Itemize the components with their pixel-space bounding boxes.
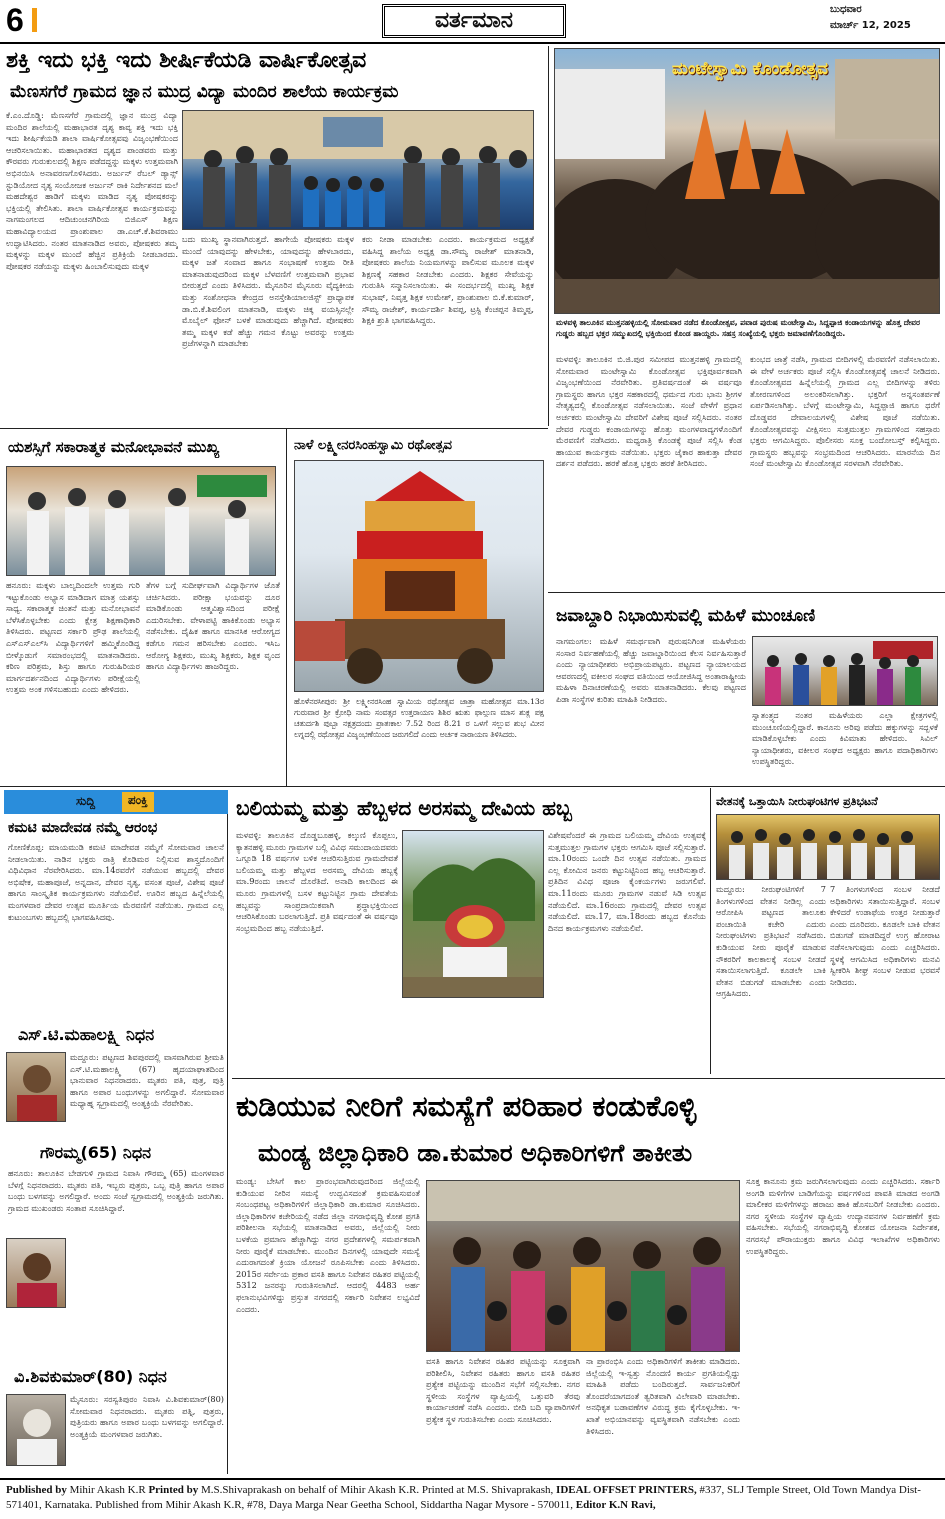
sidebar bbox=[4, 790, 228, 1474]
story6-headline: ಬಲಿಯಮ್ಮ ಮತ್ತು ಹೆಬ್ಬಳದ ಅರಸಮ್ಮ ದೇವಿಯ ಹಬ್ಬ bbox=[236, 796, 572, 820]
story8-subheadline: ಮಂಡ್ಯ ಜಿಲ್ಲಾಧಿಕಾರಿ ಡಾ.ಕುಮಾರ ಅಧಿಕಾರಿಗಳಿಗೆ ತಾಕೀತು bbox=[258, 1139, 693, 1167]
story2-col2: ಕುಂಭದ ಜಾತ್ರೆ ನಡೆಸಿ, ಗ್ರಾಮದ ಬೀದಿಗಳಲ್ಲಿ ಮೆರವಣಿಗೆ ನಡೆಸಲಾಯಿತು. ಈ ವೇಳೆ ಅರ್ಚಕರು ಪೂಜೆ ಸಲ್ಲಿಸಿ ಕೊಂಡೋತ್ಸವಕ್ಕೆ ಚಾಲನೆ ನೀಡಿದರು. ಕೊಂಡೋತ್ಸವದ ಹಿನ್ನೆಲೆಯಲ್ಲಿ ಗ್ರಾಮದ ಎಲ್ಲ ಬೀದಿಗಳನ್ನು ತಳಿರು ತೋರಣಗಳಿಂದ ಅಲಂಕರಿಸಲಾಗಿತ್ತು. ಭಕ್ತರಿಗೆ ಅನ್ನಸಂತರ್ಪಣೆ ಏರ್ಪಡಿಸಲಾಗಿತ್ತು. ಬೆಳಗ್ಗೆ ಮಂಟೇಸ್ವಾಮಿ, ಸಿದ್ದಪ್ಪಾಜಿ ಹಾಗೂ ಧರೆಗೆ ದೊಡ್ಡವರ ದೇವಾಲಯಗಳಲ್ಲಿ ವಿಶೇಷ ಪೂಜೆ ನಡೆಯಿತು. ಕೊಂಡೋತ್ಸವವನ್ನು ವೀಕ್ಷಿಸಲು ಸುತ್ತಮುತ್ತಲ ಗ್ರಾಮಗಳಿಂದ ಸಹಸ್ರಾರು ಭಕ್ತರು ಆಗಮಿಸಿದ್ದರು. ಪೊಲೀಸರು ಸೂಕ್ತ ಬಂದೋಬಸ್ತ್ ಕಲ್ಪಿಸಿದ್ದರು. ಗ್ರಾಮಸ್ಥರು ಹಬ್ಬವನ್ನು ಸಂಭ್ರಮದಿಂದ ಆಚರಿಸಿದರು. ಮಾರನೆಯ ದಿನ ಸಂಜೆ ಮಂಟೇಸ್ವಾಮಿ ಕೊಂಡೋತ್ಸವ ಸರಳವಾಗಿ ನೆರವೇರಿತು. bbox=[750, 354, 940, 469]
sidebar-item4-title: ವಿ.ಶಿವಕುಮಾರ್(80) ನಿಧನ bbox=[14, 1367, 167, 1386]
story8-headline: ಕುಡಿಯುವ ನೀರಿಗೆ ಸಮಸ್ಯೆಗೆ ಪರಿಹಾರ ಕಂಡುಕೊಳ್ಳಿ bbox=[236, 1089, 697, 1123]
divider-v3 bbox=[710, 788, 711, 1074]
womens-day-illustration bbox=[753, 637, 938, 706]
story5-photo bbox=[752, 636, 938, 706]
story5-headline: ಜವಾಬ್ದಾರಿ ನಿಭಾಯಿಸುವಲ್ಲಿ ಮಹಿಳೆ ಮುಂಚೂಣಿ bbox=[556, 606, 816, 626]
divider-v1 bbox=[548, 46, 549, 426]
footer-publisher: Mihir Akash K.R bbox=[69, 1484, 146, 1496]
protest-illustration bbox=[717, 815, 940, 880]
sidebar-item4-body: ಮೈಸೂರು: ಸರಸ್ವತಿಪುರಂ ನಿವಾಸಿ ವಿ.ಶಿವಕುಮಾರ್(80) ಸೋಮವಾರ ನಿಧನರಾದರು. ಮೃತರು ಪತ್ನಿ, ಪುತ್ರರು, ಪುತ್ರಿಯರು ಹಾಗೂ ಅಪಾರ ಬಂಧು ಬಳಗವನ್ನು ಅಗಲಿದ್ದಾರೆ. ಅಂತ್ಯಕ್ರಿಯೆ ಮಂಗಳವಾರ ಜರುಗಿತು. bbox=[70, 1394, 224, 1439]
story1-subheadline: ಮೆಣಸಗೆರೆ ಗ್ರಾಮದ ಜ್ಞಾನ ಮುದ್ರ ವಿದ್ಯಾ ಮಂದಿರ ಶಾಲೆಯ ಕಾರ್ಯಕ್ರಮ bbox=[10, 82, 399, 102]
story6-photo bbox=[402, 830, 544, 998]
footer-text2: #337, SLJ Temple Street, Old Town Mandya Dist-571401, Karnataka. Published from Mihir Akash K.R, #78, Daya Marga Near Geetha School, Siddartha Nagar Mysore - 570011, bbox=[6, 1484, 921, 1511]
divider-h3 bbox=[0, 786, 945, 787]
divider-h2 bbox=[548, 592, 945, 593]
story5-col1: ನಾಗಮಂಗಲ: ಮಹಿಳೆ ಸಮರ್ಥವಾಗಿ ಪುರುಷನಿಗಿಂತ ಮಹಿಳೆಯರು ಸಂಸಾರ ನಿರ್ವಹಣೆಯಲ್ಲಿ ಹೆಚ್ಚು ಜವಾಬ್ದಾರಿಯಿಂದ ಕೆಲಸ ನಿರ್ವಹಿಸುತ್ತಾರೆ ಎಂದು ನ್ಯಾಯಾಧೀಶರು ಅಭಿಪ್ರಾಯಪಟ್ಟರು. ಪಟ್ಟಣದ ನ್ಯಾಯಾಲಯದ ಆವರಣದಲ್ಲಿ ವಕೀಲರ ಸಂಘದ ವತಿಯಿಂದ ಆಯೋಜಿಸಿದ್ದ ಅಂತಾರಾಷ್ಟ್ರೀಯ ಮಹಿಳಾ ದಿನಾಚರಣೆಯಲ್ಲಿ ಅವರು ಮಾತನಾಡಿದರು. ಕೆಲವು ಪಟ್ಟಣದ ಪಿಡಾ ಸಂಸ್ಥೆಗಳ ಕುರಿತು ಮಾಹಿತಿ ನೀಡಿದರು. bbox=[556, 636, 746, 704]
story6-col1: ಮಳವಳ್ಳಿ: ತಾಲೂಕಿನ ದೊಡ್ಡಬೂಹಳ್ಳಿ, ಕಲ್ಕುಣಿ ಕೊಪ್ಪಲು, ಕ್ಯಾತನಹಳ್ಳಿ ಮೂರು ಗ್ರಾಮಗಳ ಬಲ್ಲಿ ವಿವಿಧ ಸಮುದಾಯದವರು ಒಗ್ಗೂಡಿ 18 ವರ್ಷಗಳ ಬಳಿಕ ಆಚರಿಸುತ್ತಿರುವ ಗ್ರಾಮದೇವತೆ ಬಲಿಯಮ್ಮ ಮತ್ತು ಹೆಬ್ಬಳದ ಅರಸಮ್ಮ ದೇವಿಯ ಹಬ್ಬಕ್ಕೆ ಮಾ.9ರಂದು ಚಾಲನೆ ದೊರೆತಿದೆ. ಅನಾದಿ ಕಾಲದಿಂದ ಈ ಮೂರು ಗ್ರಾಮಗಳಲ್ಲಿ ಬಸಳ ಕಟ್ಟುನಿಟ್ಟಿನ ಗ್ರಾಮ ದೇವತೆಯ ಹಬ್ಬವನ್ನು ಸಾಂಪ್ರದಾಯಿಕವಾಗಿ ಶ್ರದ್ಧಾಭಕ್ತಿಯಿಂದ ಆಚರಿಸಿಕೊಂಡು ಬರಲಾಗುತ್ತಿದೆ. ಪ್ರತಿ ವರ್ಷದಂತೆ ಈ ವರ್ಷವೂ ಸಂಭ್ರಮದಿಂದ ಹಬ್ಬ ನಡೆಯುತ್ತಿದೆ. bbox=[236, 830, 398, 933]
story8-col1: ಮಂಡ್ಯ: ಬೇಸಿಗೆ ಕಾಲ ಪ್ರಾರಂಭವಾಗಿರುವುದರಿಂದ ಜಿಲ್ಲೆಯಲ್ಲಿ ಕುಡಿಯುವ ನೀರಿನ ಸಮಸ್ಯೆ ಉದ್ಭವಿಸದಂತೆ ಕ್ರಮವಹಿಸುವಂತೆ ಸಂಬಂಧಪಟ್ಟ ಅಧಿಕಾರಿಗಳಿಗೆ ಜಿಲ್ಲಾಧಿಕಾರಿ ಡಾ.ಕುಮಾರ ಸೂಚಿಸಿದರು. ಜಿಲ್ಲಾಧಿಕಾರಿಗಳ ಕಚೇರಿಯಲ್ಲಿ ನಡೆದ ಜಿಲ್ಲಾ ನಗರಾಭಿವೃದ್ಧಿ ಕೋಶ ಪ್ರಗತಿ ಪರಿಶೀಲನಾ ಸಭೆಯಲ್ಲಿ ಮಾತನಾಡಿದ ಅವರು, ಜಿಲ್ಲೆಯಲ್ಲಿ ನೀರು ಬಳಕೆಯ ಪ್ರಮಾಣ ಹೆಚ್ಚಾಗಿದ್ದು ನಗರ ಪ್ರದೇಶಗಳಲ್ಲಿ ಸಮರ್ಪಕವಾಗಿ ನೀರು ಪೂರೈಕೆ ಮಾಡಬೇಕು. ಮುಂದಿನ ದಿನಗಳಲ್ಲಿ ಯಾವುದೇ ಸಮಸ್ಯೆ ಎದುರಾಗದಂತೆ ಕ್ರಿಯಾ ಯೋಜನೆ ರೂಪಿಸಬೇಕು ಎಂದು ತಿಳಿಸಿದರು. 2015ರ ಸರ್ವೇಯ ಪ್ರಕಾರ ವಸತಿ ಹಾಗೂ ನಿವೇಶನ ರಹಿತರ ಪಟ್ಟಿಯಲ್ಲಿ 5312 ಜನರನ್ನು ಗುರುತಿಸಲಾಗಿದೆ. ಆದರಲ್ಲಿ 4483 ಅರ್ಹ ಫಲಾನುಭವಿಗಳಿದ್ದು ಪ್ರಸ್ತುತ ನಗರದಲ್ಲಿ ಸರ್ಕಾರಿ ನಿವೇಶನ ಲಭ್ಯವಿದೆ ಎಂದರು. bbox=[236, 1176, 420, 1314]
festival-crowd-illustration bbox=[555, 49, 940, 314]
story7-photo bbox=[716, 814, 940, 880]
story1-col2: ಬದು ಮುಖ್ಯ ಸ್ಥಾನವಾಗಿರುತ್ತದೆ. ಹಾಗೇಯೆ ಪೋಷಕರು ಮಕ್ಕಳ ಮುಂದೆ ಯಾವುದನ್ನು ಹೇಳಬೇಕು, ಯಾವುದನ್ನು ಹೇಳಬಾರದು, ಮಕ್ಕಳ ಜತೆ ಸಂವಾದ ಹಾಗೂ ಸಂಭಾಷಣೆ ಉತ್ತಮ ರೀತಿ ಮಾತನಾಡುವುದರಿಂದ ಮಕ್ಕಳ ಬೆಳವಣಿಗೆ ಉತ್ತಮವಾಗಿ ಪ್ರಭಾವ ಬೀರುತ್ತದೆ ಎಂದು ತಿಳಿಸಿದರು. ಮೈಸೂರಿನ ಮೈಸೂರು ವೈದ್ಯಕೀಯ ಮತ್ತು ಸಂಶೋಧನಾ ಕೇಂದ್ರದ ಅನಸ್ತೇಶಿಯಾಲಜಿಸ್ಟ್ ಪ್ರಾಧ್ಯಾಪಕ ಡಾ.ಬಿ.ಕೆ.ಶಿವಲಿಂಗ ಮಾತನಾಡಿ, ಮಕ್ಕಳು ಚಿಕ್ಕ ವಯಸ್ಸಿನಲ್ಲೇ ಮೊಬೈಲ್ ಫೋನ್ ಬಳಕೆ ಮಾಡುವುದು ಹೆಚ್ಚಾಗಿದೆ. ಪೋಷಕರು ತಮ್ಮ ಮಕ್ಕಳ ಕಡೆ ಹೆಚ್ಚು ಗಮನ ಕೊಟ್ಟು ಅವರನ್ನು ಉತ್ತಮ ಪ್ರಜೆಗಳನ್ನಾಗಿ ಮಾಡಬೇಕು bbox=[182, 234, 354, 349]
story4-caption: ಹೊಳೆನರಸೀಪುರ: ಶ್ರೀ ಲಕ್ಷ್ಮೀನರಸಿಂಹ ಸ್ವಾಮಿಯ ರಥೋತ್ಸವ ಜಾತ್ರಾ ಮಹೋತ್ಸವ ಮಾ.13ರ ಗುರುವಾರ ಶ್ರೀ ಕ್ರೋಧಿ ನಾಮ ಸಂವತ್ಸರ ಉತ್ತರಾಯಣ ಶಿಶಿರ ಋತು ಫಾಲ್ಗುಣ ಮಾಸ ಶುಕ್ಲ ಪಕ್ಷ ಚತುರ್ದಶಿ ಪುಬ್ಬಾ ನಕ್ಷತ್ರದಂದು ಪ್ರಾತಃಕಾಲ 7.52 ರಿಂದ 8.21 ರ ಒಳಗೆ ಸಲ್ಲುವ ಶುಭ ಮೀನ ಲಗ್ನದಲ್ಲಿ ರಥೋತ್ಸವ ವಿಜೃಂಭಣೆಯಿಂದ ಜರುಗಲಿದೆ ಎಂದು ಅರ್ಚಕ ನಾರಾಯಣ ತಿಳಿಸಿದರು. bbox=[294, 697, 544, 739]
story7-col2: 7 ತಿಂಗಳುಗಳಿಂದ ಸಂಬಳ ನೀಡದೆ ಅಧಿಕಾರಿಗಳು ಸತಾಯಿಸುತ್ತಿದ್ದಾರೆ. ಸಂಬಳ ಕೇಳಿದರೆ ಉಡಾಫೆಯ ಉತ್ತರ ನೀಡುತ್ತಾರೆ ಎಂದು ದೂರಿದರು. ಕೂಡಲೇ ಬಾಕಿ ವೇತನ ಬಿಡುಗಡೆ ಮಾಡದಿದ್ದರೆ ಉಗ್ರ ಹೋರಾಟ ನಡೆಸಲಾಗುವುದು ಎಂದು ಎಚ್ಚರಿಸಿದರು. ಸ್ಥಳಕ್ಕೆ ಆಗಮಿಸಿದ ಅಧಿಕಾರಿಗಳು ಮನವಿ ಸ್ವೀಕರಿಸಿ ಶೀಘ್ರ ಸಂಬಳ ನೀಡುವ ಭರವಸೆ ನೀಡಿದರು. bbox=[830, 884, 940, 987]
obituary-photo-3 bbox=[6, 1394, 66, 1466]
footer-printer: M.S.Shivaprakash bbox=[201, 1484, 282, 1496]
story3-col2: ತೆಗಳ ಬಗ್ಗೆ ಸುದೀರ್ಘವಾಗಿ ವಿದ್ಯಾರ್ಥಿಗಳ ಜೊತೆ ಚರ್ಚಿಸಿದರು. ಪರೀಕ್ಷಾ ಭಯವನ್ನು ದೂರ ಮಾಡಿಕೊಂಡು ಆತ್ಮವಿಶ್ವಾಸದಿಂದ ಪರೀಕ್ಷೆ ಎದುರಿಸಬೇಕು. ವೇಳಾಪಟ್ಟಿ ಹಾಕಿಕೊಂಡು ಅಭ್ಯಾಸ ನಡೆಸಬೇಕು. ದೈಹಿಕ ಹಾಗೂ ಮಾನಸಿಕ ಆರೋಗ್ಯದ ಕಡೆಗೂ ಗಮನ ಹರಿಸಬೇಕು ಎಂದರು. ಇಸಿಒ ಆರೋಗ್ಯ ಶಿಕ್ಷಕರು, ಮುಖ್ಯ ಶಿಕ್ಷಕರು, ಶಿಕ್ಷಕ ವೃಂದ ಹಾಗೂ ವಿದ್ಯಾರ್ಥಿಗಳು ಹಾಜರಿದ್ದರು. bbox=[146, 580, 280, 672]
issue-day: ಬುಧವಾರ bbox=[830, 4, 862, 15]
sidebar-item1-title: ಕಮಟಿ ಮಾದೇವಡ ನಮ್ಮೆ ಆರಂಭ bbox=[8, 820, 158, 836]
footer-editor: Editor K.N Ravi, bbox=[575, 1499, 656, 1511]
story5-col2: ಸ್ವಾತಂತ್ರ್ಯದ ನಂತರ ಮಹಿಳೆಯರು ಎಲ್ಲಾ ಕ್ಷೇತ್ರಗಳಲ್ಲಿ ಮುಂಚೂಣಿಯಲ್ಲಿದ್ದಾರೆ. ಕಾನೂನು ಅರಿವು ಪಡೆದು ಹಕ್ಕುಗಳನ್ನು ಸದ್ಬಳಕೆ ಮಾಡಿಕೊಳ್ಳಬೇಕು ಎಂದು ಕಿವಿಮಾತು ಹೇಳಿದರು. ಸಿವಿಲ್ ನ್ಯಾಯಾಧೀಶರು, ವಕೀಲರ ಸಂಘದ ಅಧ್ಯಕ್ಷರು ಹಾಗೂ ಪದಾಧಿಕಾರಿಗಳು ಉಪಸ್ಥಿತರಿದ್ದರು. bbox=[752, 710, 938, 767]
story8-col4: ಸೂಕ್ತ ಕಾನೂನು ಕ್ರಮ ಜರುಗಿಸಲಾಗುವುದು ಎಂದು ಎಚ್ಚರಿಸಿದರು. ಸರ್ಕಾರಿ ಅಂಗಡಿ ಮಳಿಗೆಗಳ ಬಾಡಿಗೆಯನ್ನು ವರ್ಷಗಳಿಂದ ಪಾವತಿ ಮಾಡದ ಅಂಗಡಿ ಮಾಲೀಕರ ಮಳಿಗೆಗಳನ್ನು ಹರಾಜು ಹಾಕಿ ಹೊಸಬರಿಗೆ ನೀಡಬೇಕು ಎಂದರು. ನಗರ ಸ್ಥಳೀಯ ಸಂಸ್ಥೆಗಳ ವ್ಯಾಪ್ತಿಯ ಉದ್ಯಾನವನಗಳ ನಿರ್ವಹಣೆಗೆ ಕ್ರಮ ವಹಿಸಬೇಕು. ಸಭೆಯಲ್ಲಿ ನಗರಾಭಿವೃದ್ಧಿ ಕೋಶದ ಯೋಜನಾ ನಿರ್ದೇಶಕ, ನಗರಸಭೆ ಪೌರಾಯುಕ್ತರು ಹಾಗೂ ವಿವಿಧ ಇಲಾಖೆಗಳ ಅಧಿಕಾರಿಗಳು ಉಪಸ್ಥಿತರಿದ್ದರು. bbox=[746, 1176, 940, 1256]
story8-photo bbox=[426, 1180, 740, 1352]
imprint-footer bbox=[0, 1478, 945, 1519]
sidebar-item1-body: ಗೋಣಿಕೊಪ್ಪ: ಮಾಯಮುಡಿ ಕಮಟಿ ಮಾದೇವಡ ನಮ್ಮೆಗೆ ಸೋಮವಾರ ಚಾಲನೆ ನೀಡಲಾಯಿತು. ನಾಡಿನ ಭಕ್ತರು ರಾತ್ರಿ ಕೊಡಿಮರ ನಿಲ್ಲಿಸುವ ಶಾಸ್ತ್ರದೊಂದಿಗೆ ವಿಧಿವಿಧಾನ ನೆರವೇರಿಸಿದರು. ಮಾ.14ರವರೆಗೆ ನಡೆಯುವ ಹಬ್ಬದಲ್ಲಿ ದೇವರ ಅಭಿಷೇಕ, ಮಹಾಪೂಜೆ, ಅನ್ನದಾನ, ದೇವರ ನೃತ್ಯ, ವಸಂತ ಪೂಜೆ, ವಿಶೇಷ ಪೂಜೆ ಹಾಗೂ ಸಾಂಸ್ಕೃತಿಕ ಕಾರ್ಯಕ್ರಮಗಳು ನಡೆಯಲಿವೆ. ಊರಿನ ಹಬ್ಬದ ಹಿನ್ನೆಲೆಯಲ್ಲಿ ಮಂಗಳವಾರ ದೇವರ ಉತ್ಸವ ಮೂರ್ತಿಯ ಮೆರವಣಿಗೆ ನಡೆಯಿತು. ಗ್ರಾಮದ ಎಲ್ಲ ಕುಟುಂಬಗಳು ಹಬ್ಬದಲ್ಲಿ ಭಾಗವಹಿಸಿದವು. bbox=[8, 842, 224, 922]
school-group-illustration bbox=[183, 111, 534, 230]
story6-col2: ವಿಶೇಷವೆಂದರೆ ಈ ಗ್ರಾಮದ ಬಲಿಯಮ್ಮ ದೇವಿಯ ಉತ್ಸವಕ್ಕೆ ಸುತ್ತಮುತ್ತಲ ಗ್ರಾಮಗಳ ಭಕ್ತರು ಆಗಮಿಸಿ ಪೂಜೆ ಸಲ್ಲಿಸುತ್ತಾರೆ. ಮಾ.10ರಂದು ಒಂದೇ ದಿನ ಉತ್ಸವ ನಡೆಯಿತು. ಗ್ರಾಮದ ಎಲ್ಲ ಕೋಮಿನ ಜನರು ಕಟ್ಟುನಿಟ್ಟಿನಿಂದ ಹಬ್ಬ ಆಚರಿಸುತ್ತಾರೆ. ಪ್ರತಿದಿನ ವಿವಿಧ ಪೂಜಾ ಕೈಂಕರ್ಯಗಳು ಜರುಗಲಿವೆ. ಮಾ.11ರಂದು ಮೂರು ಗ್ರಾಮಗಳ ನಡುವೆ ಸಿಡಿ ಉತ್ಸವ ನಡೆಯಲಿದೆ. ಮಾ.16ರಂದು ಗ್ರಾಮದಲ್ಲಿ ದೇವರ ಉತ್ಸವ ನಡೆಯಲಿದೆ. ಮಾ.17, ಮಾ.18ರಂದು ಹಬ್ಬದ ಕೊನೆಯ ದಿನದ ಕಾರ್ಯಕ್ರಮಗಳು ನಡೆಯಲಿವೆ. bbox=[548, 830, 706, 933]
story1-col3: ಕರು ನೀಡಾ ಮಾಡಬೇಕು ಎಂದರು. ಕಾರ್ಯಕ್ರಮದ ಅಧ್ಯಕ್ಷತೆ ವಹಿಸಿದ್ದ ಶಾಲೆಯ ಅಧ್ಯಕ್ಷ ಡಾ.ಸೌಮ್ಯ ರಾಜೇಶ್ ಮಾತನಾಡಿ, ಪೋಷಕರು ಶಾಲೆಯ ನಿಯಮಗಳನ್ನು ಪಾಲಿಸುವ ಮೂಲಕ ಮಕ್ಕಳ ಶಿಕ್ಷಣಕ್ಕೆ ಸಹಕಾರ ನೀಡಬೇಕು ಎಂದರು. ಶಿಕ್ಷಕರ ಸೇವೆಯನ್ನು ಗುರುತಿಸಿ ಸನ್ಮಾನಿಸಲಾಯಿತು. ಈ ಸಂದರ್ಭದಲ್ಲಿ ಮುಖ್ಯ ಶಿಕ್ಷಕ ಸುಭಾಷ್, ನಿವೃತ್ತ ಶಿಕ್ಷಕ ಉಮೇಶ್, ಪ್ರಾಂಶುಪಾಲ ಬಿ.ಕೆ.ಕುಮಾರ್, ಸೌಮ್ಯ ರಾಜೇಶ್, ಕಾರ್ಯದರ್ಶಿ ಶಿವಪ್ಪ, ಟ್ರಸ್ಟಿ ಕೆಂಚಪ್ಪನ ತಿಮ್ಮಪ್ಪ, ಶಿಕ್ಷಕಿ ಶ್ರುತಿ ಭಾಗವಹಿಸಿದ್ದರು. bbox=[362, 234, 534, 326]
footer-published-label: Published by bbox=[6, 1484, 67, 1496]
page-number-bar bbox=[32, 8, 37, 32]
divider-h4 bbox=[232, 1078, 945, 1079]
story3-col1: ಹನೂರು: ಮಕ್ಕಳು ಬಾಲ್ಯದಿಂದಲೇ ಉತ್ತಮ ಗುರಿ ಇಟ್ಟುಕೊಂಡು ಅಭ್ಯಾಸ ಮಾಡಿದಾಗ ಮಾತ್ರ ಯಶಸ್ಸು ಸಾಧ್ಯ. ಸಕಾರಾತ್ಮಕ ಚಿಂತನೆ ಮತ್ತು ಮನೋಭಾವನೆ ಬೆಳೆಸಿಕೊಳ್ಳಬೇಕು ಎಂದು ಕ್ಷೇತ್ರ ಶಿಕ್ಷಣಾಧಿಕಾರಿ ತಿಳಿಸಿದರು. ಪಟ್ಟಣದ ಸರ್ಕಾರಿ ಪ್ರೌಢ ಶಾಲೆಯಲ್ಲಿ ಎಸ್ಎಸ್ಎಲ್‌ಸಿ ವಿದ್ಯಾರ್ಥಿಗಳಿಗೆ ಹಮ್ಮಿಕೊಂಡಿದ್ದ ಬೀಳ್ಕೊಡುಗೆ ಸಮಾರಂಭದಲ್ಲಿ ಮಾತನಾಡಿದರು. ಕಠಿಣ ಪರಿಶ್ರಮ, ಶಿಸ್ತು ಹಾಗೂ ಗುರುಹಿರಿಯರ ಮಾರ್ಗದರ್ಶನದಿಂದ ವಿದ್ಯಾರ್ಥಿಗಳು ಪರೀಕ್ಷೆಯಲ್ಲಿ ಉತ್ತಮ ಅಂಕ ಗಳಿಸಬಹುದು ಎಂದು ಹೇಳಿದರು. bbox=[6, 580, 140, 695]
story4-photo bbox=[294, 460, 544, 692]
story1-headline: ಶಕ್ತಿ ಇದು ಭಕ್ತಿ ಇದು ಶೀರ್ಷಿಕೆಯಡಿ ವಾರ್ಷಿಕೋತ್ಸವ bbox=[6, 48, 367, 73]
story7-col1: ಮದ್ದೂರು: ನೀರುಘಂಟಿಗಳಿಗೆ 7 ತಿಂಗಳುಗಳಿಂದ ವೇತನ ನೀಡಿಲ್ಲ ಎಂದು ಆರೋಪಿಸಿ ಪಟ್ಟಣದ ತಾಲೂಕು ಪಂಚಾಯಿತಿ ಕಚೇರಿ ಎದುರು ನೀರುಘಂಟಿಗಳು ಪ್ರತಿಭಟನೆ ನಡೆಸಿದರು. ಕುಡಿಯುವ ನೀರು ಪೂರೈಕೆ ಮಾಡುವ ನೌಕರರಿಗೆ ಕಾಲಕಾಲಕ್ಕೆ ಸಂಬಳ ನೀಡದೆ ಸತಾಯಿಸಲಾಗುತ್ತಿದೆ. ಕೂಡಲೇ ಬಾಕಿ ವೇತನ ಬಿಡುಗಡೆ ಮಾಡಬೇಕು ಎಂದು ಆಗ್ರಹಿಸಿದರು. bbox=[716, 884, 826, 999]
sidebar-item3-title: ಗೌರಮ್ಮ(65) ನಿಧನ bbox=[40, 1143, 152, 1162]
sidebar-item3-body: ಹನೂರು: ತಾಲೂಕಿನ ಬೇಡಗುಳಿ ಗ್ರಾಮದ ನಿವಾಸಿ ಗೌರಮ್ಮ (65) ಮಂಗಳವಾರ ಬೆಳಗ್ಗೆ ನಿಧನರಾದರು. ಮೃತರು ಪತಿ, ಇಬ್ಬರು ಪುತ್ರರು, ಒಬ್ಬ ಪುತ್ರಿ ಹಾಗೂ ಅಪಾರ ಬಂಧು ಬಳಗವನ್ನು ಅಗಲಿದ್ದಾರೆ. ಅಂದು ಸಂಜೆ ಸ್ವಗ್ರಾಮದಲ್ಲಿ ಅಂತ್ಯಕ್ರಿಯೆ ಜರುಗಿತು. ಗ್ರಾಮದ ಮುಖಂಡರು ಸಂತಾಪ ಸೂಚಿಸಿದ್ದಾರೆ. bbox=[8, 1168, 224, 1213]
story3-photo bbox=[6, 466, 276, 576]
chariot-illustration bbox=[295, 461, 544, 692]
story2-headline: ಮಂಟೇಸ್ವಾಮಿ ಕೊಂಡೋತ್ಸವ bbox=[671, 59, 829, 79]
story2-caption: ಮಳವಳ್ಳಿ ತಾಲೂಕಿನ ಮುತ್ತನಹಳ್ಳಿಯಲ್ಲಿ ಸೋಮವಾರ ನಡೆದ ಕೊಂಡೋತ್ಸವ, ಪವಾಡ ಪುರುಷ ಮಂಟೇಸ್ವಾಮಿ, ಸಿದ್ದಪ್ಪಾಜಿ ಕಂಡಾಯಗಳನ್ನು ಹೊತ್ತ ದೇವರ ಗುಡ್ಡರು ಹಬ್ಬದ ಭಕ್ತರ ಸಮ್ಮುಖದಲ್ಲಿ ಭಕ್ತಿಯಿಂದ ಕೊಂಡ ಹಾಯ್ದರು. ಸಹಸ್ರ ಸಂಖ್ಯೆಯಲ್ಲಿ ಭಕ್ತರು ಜಮಾವಣೆಗೊಂಡಿದ್ದರು. bbox=[556, 318, 920, 338]
story6-photo-note bbox=[402, 1002, 544, 1074]
felicitation-illustration bbox=[7, 467, 276, 576]
page-number: 6 bbox=[6, 2, 24, 38]
paper-title: ವರ್ತಮಾನ bbox=[382, 4, 566, 38]
story4-headline: ನಾಳೆ ಲಕ್ಷ್ಮೀನರಸಿಂಹಸ್ವಾಮಿ ರಥೋತ್ಸವ bbox=[294, 438, 452, 453]
footer-text1: on behalf of Mihir Akash K.R. Printed at M.S. Shivaprakash, bbox=[284, 1484, 554, 1496]
divider-h1 bbox=[0, 428, 548, 429]
story8-col2: ವಸತಿ ಹಾಗೂ ನಿವೇಶನ ರಹಿತರ ಪಟ್ಟಿಯನ್ನು ಸೂಕ್ತವಾಗಿ ಪರಿಶೀಲಿಸಿ, ನಿವೇಶನ ರಹಿತರು ಹಾಗೂ ವಸತಿ ರಹಿತರ ಪ್ರತ್ಯೇಕ ಪಟ್ಟಿಯನ್ನು ಮುಂದಿನ ಸಭೆಗೆ ಸಲ್ಲಿಸಬೇಕು. ನಗರ ಸ್ಥಳೀಯ ಸಂಸ್ಥೆಗಳ ವ್ಯಾಪ್ತಿಯಲ್ಲಿ ಒತ್ತುವರಿ ತೆರವು ಕಾರ್ಯಾಚರಣೆ ನಡೆಸಿ ಎಂದರು. ಬೀದಿ ಬದಿ ವ್ಯಾಪಾರಿಗಳಿಗೆ ಪ್ರತ್ಯೇಕ ಸ್ಥಳ ಗುರುತಿಸಬೇಕು ಎಂದು ಸೂಚಿಸಿದರು. bbox=[426, 1356, 580, 1424]
story7-headline: ವೇತನಕ್ಕೆ ಒತ್ತಾಯಿಸಿ ನೀರುಘಂಟಿಗಳ ಪ್ರತಿಭಟನೆ bbox=[716, 795, 878, 808]
story1-col1: ಕೆ.ಎಂ.ದೊಡ್ಡಿ: ಮೆಣಸಗೆರೆ ಗ್ರಾಮದಲ್ಲಿ ಜ್ಞಾನ ಮುದ್ರ ವಿದ್ಯಾ ಮಂದಿರ ಶಾಲೆಯಲ್ಲಿ ಮಹಾಭಾರತ ದೃಶ್ಯ ಕಾವ್ಯ ಶಕ್ತಿ ಇದು ಭಕ್ತಿ ಇದು ಶೀರ್ಷಿಕೆಯಡಿ ಶಾಲಾ ವಾರ್ಷಿಕೋತ್ಸವವು ವಿಜೃಂಭಣೆಯಿಂದ ಆಚರಿಸಲಾಯಿತು. ಮಹಾಭಾರತದ ದೃಶ್ಯದ ಪಾಂಡವರು ಮತ್ತು ಕೌರವರು ಗುರುಕುಲದಲ್ಲಿ ಶಿಕ್ಷಣ ಪಡೆದದ್ದನ್ನು ಮಕ್ಕಳು ಉತ್ತಮವಾಗಿ ಅಭಿನಯಿಸಿ ಅನಾವರಣಗೊಳಿಸಿದರು. ಅರ್ಜುನ್ ರೆಬಲ್ ಡ್ಯಾನ್ಸ್ ಸ್ಟುಡಿಯೋದ ನೃತ್ಯ ಸಂಯೋಜಕ ಅರ್ಜುನ್ ರಾಕಿ ನಿರ್ದೇಶನದ ಮಲೆ ಮಹದೇಶ್ವರ ಹಾಡಿಗೆ ಮಕ್ಕಳು ಮಾಡಿದ ನೃತ್ಯ ಪೋಷಕರನ್ನು ಭಕ್ತಿಯಲ್ಲಿ ತೇಲಿಸಿತು. ಶಾಲಾ ವಾರ್ಷಿಕೋತ್ಸವ ಕಾರ್ಯಕ್ರಮವನ್ನು ನಾಗಮಂಗಲದ ಆದಿಚುಂಚನಗಿರಿಯ ಬಿಜಿಎಸ್ ಶಿಕ್ಷಣ ಮಹಾವಿದ್ಯಾಲಯದ ಪ್ರಾಂಶುಪಾಲ ಡಾ.ಎಚ್.ಕೆ.ಶಿವರಾಮು ಉದ್ಘಾಟಿಸಿದರು. ನಂತರ ಮಾತನಾಡಿದ ಅವರು, ಪೋಷಕರು ತಮ್ಮ ಮಕ್ಕಳನ್ನು ಮಕ್ಕಳ ಮುಂದೆ ಹೆಚ್ಚಿನ ಪ್ರತಿಕ್ರಿಯೆ ನೀಡಬಾರದು. ಪೋಷಕರ ನಡೆಯನ್ನು ಮಕ್ಕಳು ಹಿಂಬಾಲಿಸುವುದು ಮಕ್ಕಳ bbox=[6, 110, 178, 271]
portrait-icon bbox=[7, 1053, 66, 1122]
story2-photo bbox=[554, 48, 940, 314]
story2-col1: ಮಳವಳ್ಳಿ: ತಾಲೂಕಿನ ಬಿ.ಜಿ.ಪುರ ಸಮೀಪದ ಮುತ್ತನಹಳ್ಳಿ ಗ್ರಾಮದಲ್ಲಿ ಸೋಮವಾರ ಮಂಟೇಸ್ವಾಮಿ ಕೊಂಡೋತ್ಸವ ಭಕ್ತಿಪೂರ್ವಕವಾಗಿ ವಿಜೃಂಭಣೆಯಿಂದ ನೆರವೇರಿತು. ಪ್ರತಿವರ್ಷದಂತೆ ಈ ವರ್ಷವೂ ಗ್ರಾಮಸ್ಥರು ಹಾಗೂ ಭಕ್ತರ ಸಹಕಾರದಲ್ಲಿ ಧರ್ಮದ ಗುರು ಭಾನು ಶ್ರೀಗಳ ನೇತೃತ್ವದಲ್ಲಿ ಕೊಂಡೋತ್ಸವ ನಡೆಸಲಾಯಿತು. ಸಂಜೆ ವೇಳೆಗೆ ಪ್ರಧಾನ ಅರ್ಚಕರು ಮಂಟೇಸ್ವಾಮಿ ದೇವರಿಗೆ ವಿಶೇಷ ಪೂಜೆ ಸಲ್ಲಿಸಿದರು. ನಂತರ ದೇವರ ಗುಡ್ಡರು ಕಂಡಾಯಗಳನ್ನು ಹೊತ್ತು ಮಂಗಳವಾದ್ಯಗಳೊಂದಿಗೆ ಮೆರವಣಿಗೆ ನಡೆಸಿದರು. ಮಧ್ಯರಾತ್ರಿ ಕೊಂಡಕ್ಕೆ ಪೂಜೆ ಸಲ್ಲಿಸಿ ಕೆಂಡ ಹಾಯುವ ಕಾರ್ಯಕ್ರಮ ನಡೆಯಿತು. ಭಕ್ತರು ಜೈಕಾರ ಹಾಕುತ್ತಾ ದೇವರ ದರ್ಶನ ಪಡೆದರು. ಹರಕೆ ಹೊತ್ತ ಭಕ್ತರು ಹರಕೆ ತೀರಿಸಿದರು. bbox=[556, 354, 742, 469]
sidebar-tag-b: ಪಂಕ್ತಿ bbox=[122, 792, 154, 812]
sidebar-item2-body: ಮದ್ದೂರು: ಪಟ್ಟಣದ ಶಿವಪುರದಲ್ಲಿ ವಾಸವಾಗಿರುವ ಶ್ರೀಮತಿ ಎಸ್.ಟಿ.ಮಹಾಲಕ್ಷ್ಮಿ (67) ಹೃದಯಾಘಾತದಿಂದ ಭಾನುವಾರ ನಿಧನರಾದರು. ಮೃತರು ಪತಿ, ಪುತ್ರ, ಪುತ್ರಿ ಹಾಗೂ ಅಪಾರ ಬಂಧುಗಳನ್ನು ಅಗಲಿದ್ದಾರೆ. ಸೋಮವಾರ ಮಧ್ಯಾಹ್ನ ಸ್ವಗ್ರಾಮದಲ್ಲಿ ಅಂತ್ಯಕ್ರಿಯೆ ನೆರವೇರಿತು. bbox=[70, 1052, 224, 1109]
story1-photo bbox=[182, 110, 534, 230]
divider-v2 bbox=[286, 428, 287, 786]
obituary-photo-1 bbox=[6, 1052, 66, 1122]
story8-col3: ನಾ ಪ್ರಾರಂಭಿಸಿ ಎಂದು ಅಧಿಕಾರಿಗಳಿಗೆ ತಾಕೀತು ಮಾಡಿದರು. ಜಿಲ್ಲೆಯಲ್ಲಿ ಇ-ಸ್ವತ್ತು ನೊಂದಣಿ ಕಾರ್ಯ ಪ್ರಗತಿಯಲ್ಲಿದ್ದು ಮಾಹಿತಿ ಪಡೆದು ಬಂದಿರುತ್ತದೆ. ಸಾರ್ವಜನಿಕರಿಗೆ ತೊಂದರೆಯಾಗದಂತೆ ತ್ವರಿತವಾಗಿ ವಿಲೇವಾರಿ ಮಾಡಬೇಕು. ಅನಧಿಕೃತ ಬಡಾವಣೆಗಳ ವಿರುದ್ಧ ಕ್ರಮ ಕೈಗೊಳ್ಳಬೇಕು. ಇ-ಖಾತೆ ಅಭಿಯಾನವನ್ನು ವ್ಯವಸ್ಥಿತವಾಗಿ ನಡೆಸಬೇಕು ಎಂದು ತಿಳಿಸಿದರು. bbox=[586, 1356, 740, 1436]
footer-printed-label: Printed by bbox=[148, 1484, 199, 1496]
procession-illustration bbox=[403, 831, 544, 998]
portrait-icon bbox=[7, 1395, 66, 1466]
story3-headline: ಯಶಸ್ಸಿಗೆ ಸಕಾರಾತ್ಮಕ ಮನೋಭಾವನೆ ಮುಖ್ಯ bbox=[8, 438, 220, 456]
issue-date: ಮಾರ್ಚ್ 12, 2025 bbox=[830, 20, 911, 31]
sidebar-tag-a: ಸುದ್ದಿ bbox=[76, 794, 96, 808]
sidebar-item2-title: ಎಸ್.ಟಿ.ಮಹಾಲಕ್ಷ್ಮಿ ನಿಧನ bbox=[18, 1025, 155, 1044]
sidebar-tag bbox=[4, 790, 228, 814]
masthead bbox=[0, 0, 945, 44]
footer-press: IDEAL OFFSET PRINTERS, bbox=[556, 1484, 697, 1496]
meeting-illustration bbox=[427, 1181, 740, 1352]
